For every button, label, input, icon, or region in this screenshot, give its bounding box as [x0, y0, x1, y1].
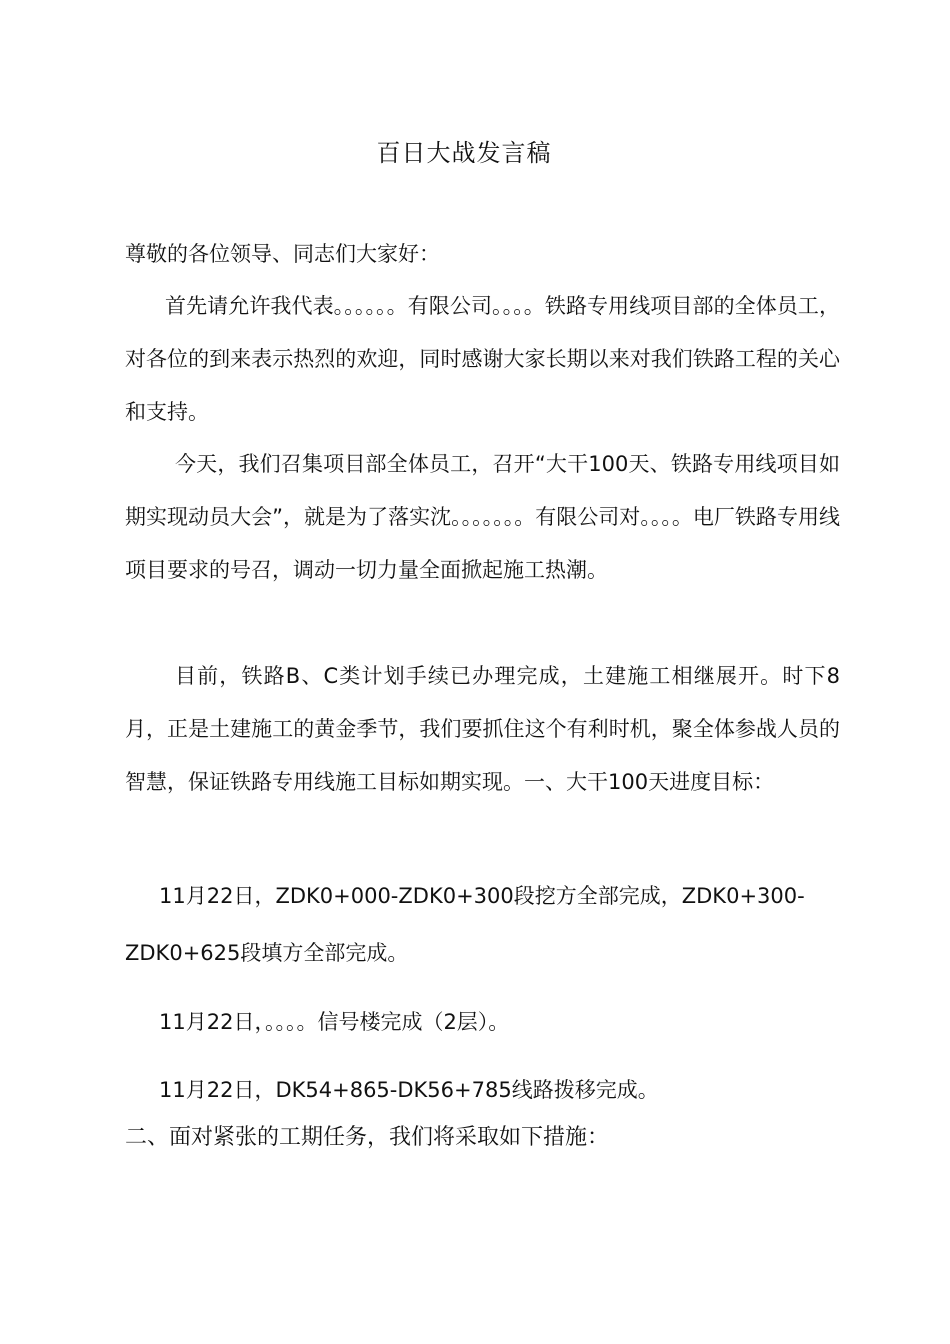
salutation: 尊敬的各位领导、同志们大家好： [125, 242, 440, 266]
paragraph-progress: 目前，铁路B、C类计划手续已办理完成，土建施工相继展开。时下8月，正是土建施工的黄金季节，我们要抓住这个有利时机，聚全体参战人员的智慧，保证铁路专用线施工目标如期实现。一、大干100天进度目标： [125, 664, 840, 794]
paragraph-intro: 首先请允许我代表。。。。。。有限公司。。。。铁路专用线项目部的全体员工，对各位的到来表示热烈的欢迎，同时感谢大家长期以来对我们铁路工程的关心和支持。 [125, 294, 840, 424]
document-title: 百日大战发言稿 [376, 139, 552, 167]
target-item-line-shift: 11月22日，DK54+865-DK56+785线路拨移完成。 [159, 1078, 659, 1102]
target-item-earthwork: 11月22日，ZDK0+000-ZDK0+300段挖方全部完成，ZDK0+300-ZDK0+625段填方全部完成。 [125, 884, 805, 965]
paragraph-meeting: 今天，我们召集项目部全体员工，召开“大干100天、铁路专用线项目如期实现动员大会”，就是为了落实沈。。。。。。。有限公司对。。。。电厂铁路专用线项目要求的号召，调动一切力量全面掀起施工热潮。 [125, 452, 840, 582]
target-item-signal-building: 11月22日，。。。。信号楼完成（2层）。 [159, 1010, 510, 1034]
measures-heading: 二、面对紧张的工期任务，我们将采取如下措施： [125, 1125, 610, 1150]
